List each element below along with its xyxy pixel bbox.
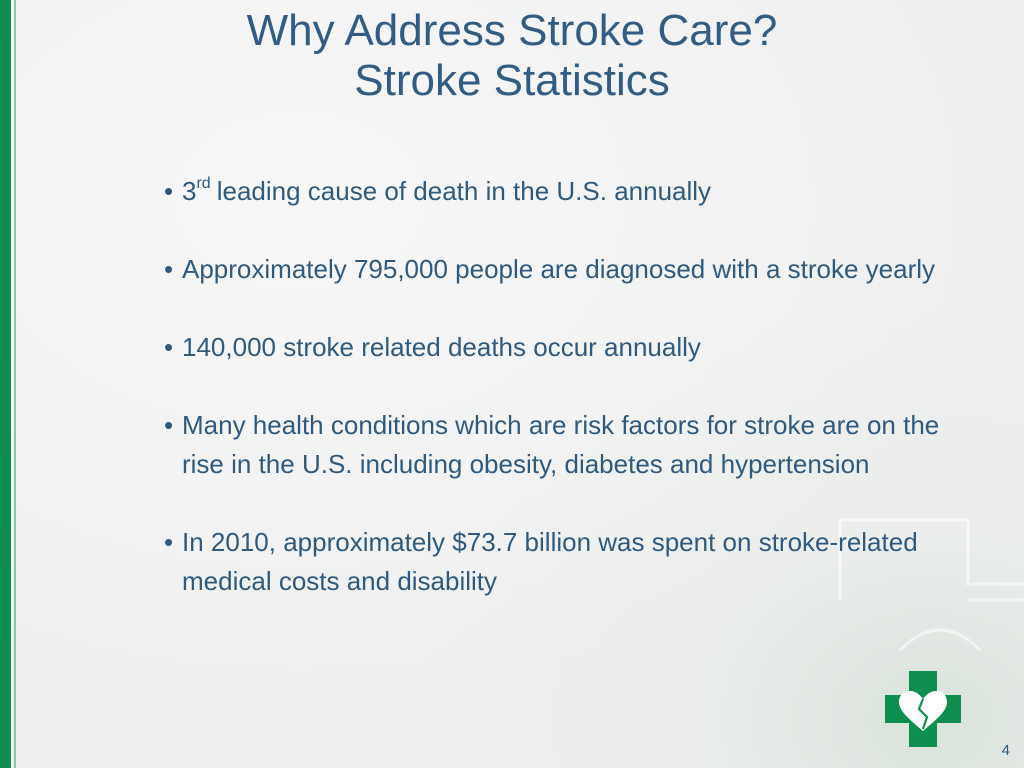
- bullet-text: leading cause of death in the U.S. annually: [216, 176, 712, 206]
- bullet-item: [164, 406, 984, 484]
- bullet-item: [164, 250, 984, 289]
- bullet-prefix: 3: [182, 176, 197, 206]
- bullet-text: 140,000 stroke related deaths occur annually: [182, 332, 701, 362]
- slide-title: [0, 6, 1024, 106]
- left-accent-bar: [0, 0, 11, 768]
- slide-title-line-1: Why Address Stroke Care?: [246, 6, 778, 55]
- cross-heart-logo-icon: [885, 671, 961, 747]
- bullet-item: [164, 328, 984, 367]
- bullet-list: [164, 172, 984, 601]
- page-number: 4: [1001, 742, 1010, 759]
- bullet-item: [164, 172, 984, 211]
- bullet-superscript: rd: [196, 175, 211, 193]
- bullet-text: Approximately 795,000 people are diagnosed with a stroke yearly: [182, 254, 936, 284]
- slide-title-line-2: Stroke Statistics: [354, 56, 670, 105]
- bullet-item: [164, 523, 984, 601]
- left-accent-line: [14, 0, 16, 768]
- bullet-text: Many health conditions which are risk factors for stroke are on the rise in the U.S. including obesity, diabetes and hypertension: [182, 410, 940, 479]
- bullet-text: In 2010, approximately $73.7 billion was spent on stroke-related medical costs and disability: [182, 527, 918, 596]
